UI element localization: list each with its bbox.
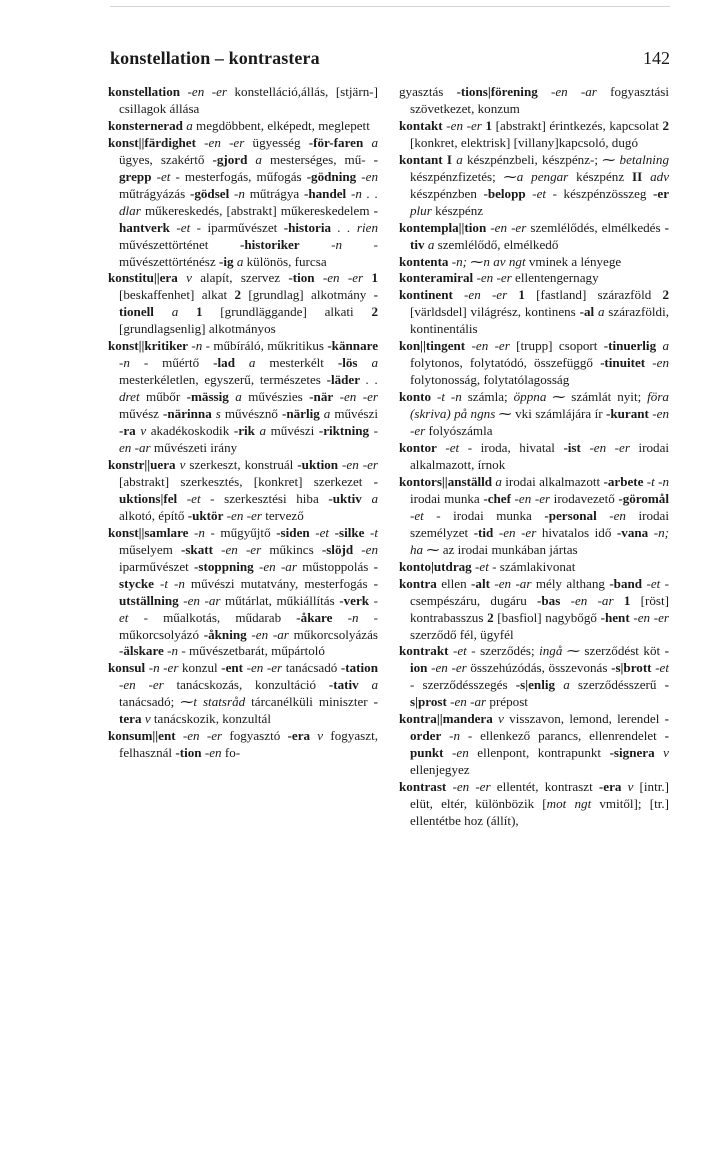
dictionary-entry: kontra ellen -alt -en -ar mély althang -band -et - csempészáru, dugáru -bas -en -ar 1 [röst] kontrabasszus 2 [basfiol] nagybőgő -hent -en -er szerződő fél, ügyfél (399, 575, 670, 642)
dictionary-entry: kontra||mandera v visszavon, lemond, lerendel -order -n - ellenkező parancs, ellenrendelet -punkt -en ellenpont, kontrapunkt -signera v ellenjegyez (399, 711, 669, 778)
page-number: 142 (643, 48, 670, 68)
dictionary-entry: konto|utdrag -et - számlakivonat (399, 558, 576, 574)
dictionary-entry: konst||färdighet -en -er ügyesség -för-faren a ügyes, szakértő -gjord a mesterséges, mű- -grepp -et - mesterfogás, műfogás -gödning -en műtrágyázás -gödsel -n műtrágya -handel -n . . dlar műkereskedés, [abstrakt] műkereskedelem -hantverk -et - iparművészet -historia . . rien művészettörténet -historiker -n - művészettörténész -ig a különös, furcsa (108, 134, 378, 269)
running-head: konstellation – kontrastera (110, 48, 320, 68)
dictionary-entry: konteramiral -en -er ellentengernagy (399, 270, 599, 286)
dictionary-entry: konstr||uera v szerkeszt, konstruál -uktion -en -er [abstrakt] szerkesztés, [konkret] szerkezet -uktions|fel -et - szerkesztési hiba -uktiv a alkotó, építő -uktör -en -er tervező (108, 456, 378, 523)
dictionary-entry: kontor -et - iroda, hivatal -ist -en -er irodai alkalmazott, írnok (399, 440, 670, 472)
dictionary-entry: konsum||ent -en -er fogyasztó -era v fogyaszt, felhasznál -tion -en fo- (108, 728, 378, 761)
dictionary-entry: kontrakt -et - szerződés; ingå ⁓ szerződést köt -ion -en -er összehúzódás, összevonás -s|brott -et - szerződésszegés -s|enlig a szerződésszerű -s|prost -en -ar prépost (399, 643, 669, 710)
dictionary-entry: kontempla||tion -en -er szemlélődés, elmélkedés -tiv a szemlélődő, elmélkedő (399, 219, 669, 252)
dictionary-entry: konto -t -n számla; öppna ⁓ számlát nyit; föra (skriva) på ngns ⁓ vki számlájára ír -kurant -en -er folyószámla (399, 389, 669, 439)
dictionary-entry: kontakt -en -er 1 [abstrakt] érintkezés, kapcsolat 2 [konkret, elektrisk] [villany]kapcsoló, dugó (399, 117, 669, 150)
dictionary-entry: kontenta -n; ⁓n av ngt vminek a lényege (399, 253, 622, 269)
dictionary-entry: konst||samlare -n - műgyűjtő -siden -et -silke -t műselyem -skatt -en -er műkincs -slöjd -en iparművészet -stoppning -en -ar műstoppolás -stycke -t -n művészi mutatvány, mesterfogás -utställning -en -ar műtárlat, műkiállítás -verk -et - műalkotás, műdarab -åkare -n - műkorcsolyázó -åkning -en -ar műkorcsolyázás -älskare -n - művészetbarát, műpártoló (108, 524, 379, 659)
top-rule (110, 6, 670, 7)
dictionary-entry: gyasztás -tions|förening -en -ar fogyasztási szövetkezet, konzum (399, 84, 670, 116)
dictionary-entry: kontant I a készpénzbeli, készpénz-; ⁓ betalning készpénzfizetés; ⁓a pengar készpénz II adv készpénzben -belopp -et - készpénzösszeg -er plur készpénz (399, 151, 669, 218)
dictionary-entry: konst||kritiker -n - műbíráló, műkritikus -kännare -n - műértő -lad a mesterkélt -lös a mesterkéletlen, egyszerű, természetes -läder . . dret műbőr -mässig a művészies -när -en -er művész -närinna s művésznő -närlig a művészi -ra v akadékoskodik -rik a művészi -riktning -en -ar művészeti irány (108, 338, 379, 456)
dictionary-entry: konsternerad a megdöbbent, elképedt, meglepett (108, 117, 370, 133)
dictionary-entry: kontinent -en -er 1 [fastland] szárazföld 2 [världsdel] világrész, kontinens -al a szárazföldi, kontinentális (399, 287, 669, 337)
right-column (399, 84, 669, 830)
dictionary-entry: kontors||anställd a irodai alkalmazott -arbete -t -n irodai munka -chef -en -er irodavezető -göromål -et - irodai munka -personal -en irodai személyzet -tid -en -er hivatalos idő -vana -n; ha ⁓ az irodai munkában jártas (399, 473, 670, 557)
dictionary-entry: konstellation -en -er konstelláció,állás, [stjärn-] csillagok állása (108, 84, 378, 116)
dictionary-entry: kon||tingent -en -er [trupp] csoport -tinuerlig a folytonos, folytatódó, összefüggő -tinuitet -en folytonosság, folytatólagosság (399, 338, 670, 388)
page-header (110, 48, 670, 72)
dictionary-entry: konstitu||era v alapít, szervez -tion -en -er 1 [beskaffenhet] alkat 2 [grundlag] alkotmány -tionell a 1 [grundläggande] alkati 2 [grundlagsenlig] alkotmányos (108, 270, 379, 337)
dictionary-entry: kontrast -en -er ellentét, kontraszt -era v [intr.] elüt, eltér, különbözik [mot ngt vmitől]; [tr.] ellentétbe hoz (állít), (399, 779, 670, 828)
left-column (108, 84, 378, 762)
dictionary-entry: konsul -n -er konzul -ent -en -er tanácsadó -tation -en -er tanácskozás, konzultáció -tativ a tanácsadó; ⁓t statsråd tárcanélküli miniszter -tera v tanácskozik, konzultál (108, 660, 378, 727)
